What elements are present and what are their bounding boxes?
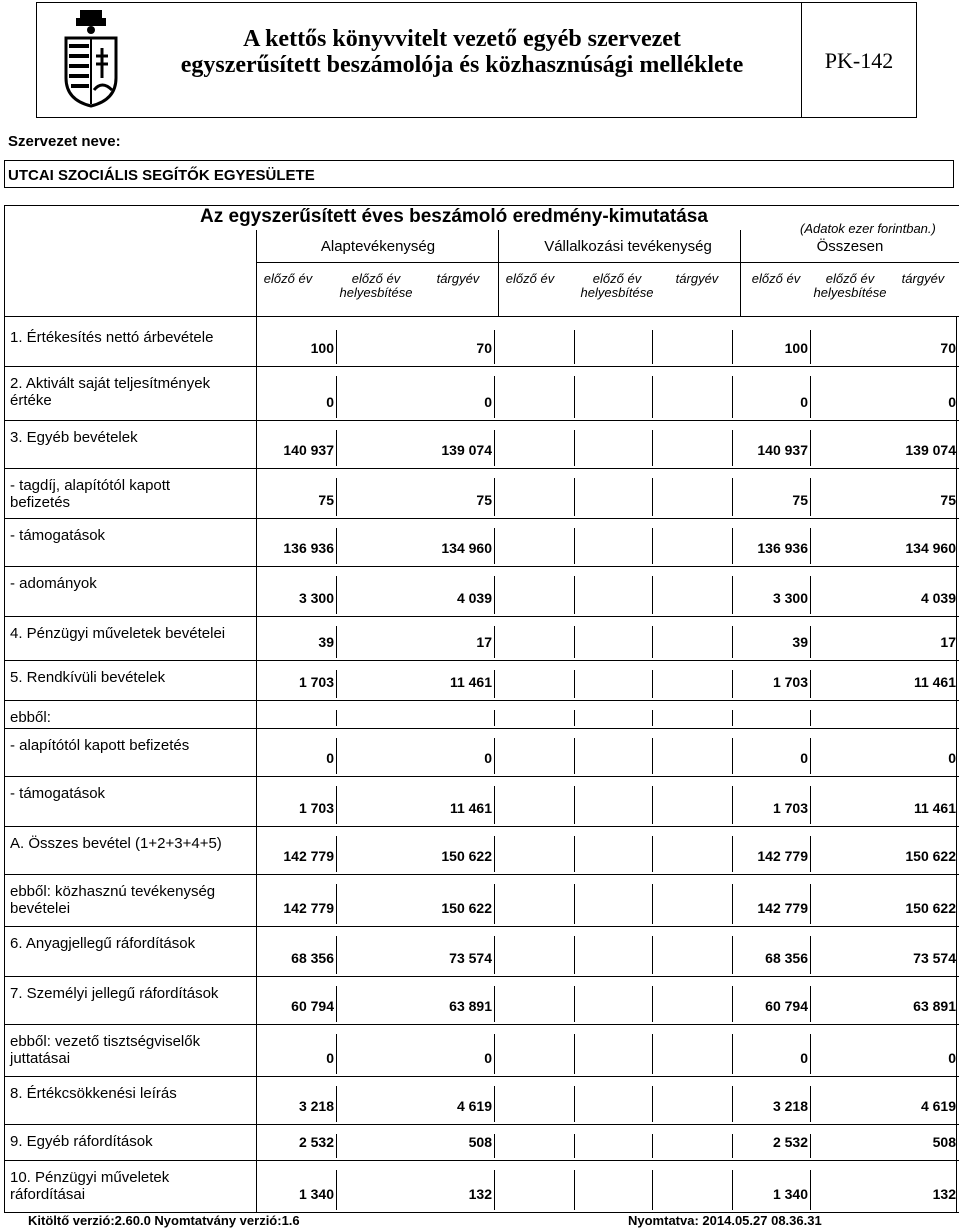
print-timestamp: Nyomtatva: 2014.05.27 08.36.31 [628,1213,822,1228]
row-divider [4,616,959,617]
row-value: 11 461 [449,800,492,816]
row-value: 0 [326,1050,334,1066]
column-header-line-2: helyesbítése [339,285,413,300]
form-title-line-2: egyszerűsített beszámolója és közhasznúsági melléklete [180,52,744,78]
column-divider [336,986,337,1022]
column-divider [494,986,495,1022]
row-label [10,329,250,346]
row-value: 0 [484,1050,492,1066]
row-divider [4,776,959,777]
column-divider [810,884,811,924]
column-divider [256,230,257,316]
row-value: 39 [318,634,334,650]
column-divider [652,1134,653,1158]
row-value: 1 340 [298,1186,334,1202]
column-divider [336,836,337,872]
row-divider [4,826,959,827]
column-divider [336,884,337,924]
column-divider [574,626,575,658]
column-divider [494,626,495,658]
column-divider [494,936,495,974]
row-label-line-2: bevételei [10,900,71,917]
row-label-line-2: juttatásai [10,1050,71,1067]
column-divider [574,786,575,824]
column-divider [336,670,337,698]
row-label-line-1: 3. Egyéb bevételek [10,429,138,446]
row-value: 0 [948,394,956,410]
column-header-line-2: helyesbítése [813,285,887,300]
column-divider [574,986,575,1022]
column-header-line-1: előző év [505,271,555,286]
row-label-line-1: - támogatások [10,527,106,544]
row-value: 139 074 [441,442,492,458]
column-divider [574,884,575,924]
row-value: 136 936 [283,540,334,556]
column-divider [652,786,653,824]
row-value: 0 [800,394,808,410]
row-value: 139 074 [905,442,956,458]
row-value: 63 891 [449,998,492,1014]
row-divider [4,660,959,661]
row-value: 3 218 [298,1098,334,1114]
column-divider [652,710,653,726]
column-divider [652,478,653,516]
row-value: 4 039 [456,590,492,606]
column-divider [574,330,575,364]
row-divider [4,1024,959,1025]
column-divider [810,528,811,564]
row-value: 4 039 [920,590,956,606]
row-label-line-1: ebből: közhasznú tevékenység [10,883,216,900]
row-label-line-2: ráfordításai [10,1186,86,1203]
row-label-line-1: ebből: [10,709,51,726]
row-divider [4,700,959,701]
column-divider [494,1170,495,1210]
row-divider [4,566,959,567]
row-label-line-1: 8. Értékcsökkenési leírás [10,1085,177,1102]
column-divider [810,1086,811,1122]
row-label-line-1: - adományok [10,575,97,592]
column-divider [336,1034,337,1074]
column-divider [740,230,741,316]
row-value: 0 [484,750,492,766]
row-value: 1 340 [772,1186,808,1202]
column-divider [494,430,495,466]
row-label [10,477,250,511]
row-value: 3 300 [298,590,334,606]
column-divider [336,738,337,774]
column-divider [652,528,653,564]
column-divider [652,576,653,614]
organization-label: Szervezet neve: [8,133,121,150]
column-divider [494,1086,495,1122]
row-value: 4 619 [920,1098,956,1114]
column-divider [810,986,811,1022]
column-header [331,272,421,300]
row-label-line-2: értéke [10,392,52,409]
column-header-line-1: előző év [592,271,642,286]
group-header-total: Összesen [816,238,884,255]
column-header [572,272,662,300]
row-label-line-1: 6. Anyagjellegű ráfordítások [10,935,196,952]
column-divider [494,884,495,924]
column-header-line-1: előző év [351,271,401,286]
row-value: 0 [800,1050,808,1066]
row-label [10,527,250,544]
form-title [122,26,802,78]
column-divider [810,576,811,614]
column-divider [336,786,337,824]
column-divider [574,376,575,418]
unit-note: (Adatok ezer forintban.) [800,221,936,236]
column-divider [574,1134,575,1158]
row-value: 132 [468,1186,492,1202]
column-divider [574,936,575,974]
row-divider [4,926,959,927]
column-divider [574,430,575,466]
row-label [10,1033,250,1067]
column-header-line-1: tárgyév [901,271,945,286]
row-label-line-1: 7. Személyi jellegű ráfordítások [10,985,219,1002]
row-value: 0 [326,394,334,410]
row-value: 3 218 [772,1098,808,1114]
row-divider [4,976,959,977]
row-value: 75 [476,492,492,508]
row-value: 150 622 [905,848,956,864]
row-value: 142 779 [757,848,808,864]
row-value: 60 794 [765,998,808,1014]
column-divider [574,1034,575,1074]
row-value: 132 [932,1186,956,1202]
column-divider [494,738,495,774]
row-label [10,785,250,802]
column-divider [336,330,337,364]
row-label-line-2: befizetés [10,494,71,511]
row-label-line-1: - alapítótól kapott befizetés [10,737,190,754]
row-value: 508 [468,1134,492,1150]
row-value: 100 [784,340,808,356]
column-divider [574,670,575,698]
column-divider [494,786,495,824]
column-divider [810,1134,811,1158]
column-divider [494,670,495,698]
column-divider [494,376,495,418]
column-divider [652,738,653,774]
column-divider [336,430,337,466]
column-divider [494,836,495,872]
row-value: 11 461 [913,674,956,690]
row-divider [4,1124,959,1125]
row-value: 142 779 [283,900,334,916]
row-value: 0 [326,750,334,766]
row-value: 75 [940,492,956,508]
row-value: 142 779 [757,900,808,916]
row-label-line-1: 5. Rendkívüli bevételek [10,669,166,686]
row-label [10,709,250,726]
column-header-line-1: előző év [263,271,313,286]
row-label-line-1: 9. Egyéb ráfordítások [10,1133,153,1150]
row-value: 3 300 [772,590,808,606]
row-value: 39 [792,634,808,650]
hungarian-coat-of-arms-icon [58,8,124,108]
column-divider [652,430,653,466]
column-divider [498,230,499,316]
row-value: 142 779 [283,848,334,864]
column-header [878,272,960,286]
row-divider [4,518,959,519]
column-header-line-1: előző év [751,271,801,286]
column-divider [810,710,811,726]
column-divider [336,576,337,614]
column-divider [494,528,495,564]
row-value: 75 [318,492,334,508]
row-value: 140 937 [283,442,334,458]
column-divider [652,626,653,658]
statement-title: Az egyszerűsített éves beszámoló eredmény-kimutatása [200,206,708,227]
row-value: 2 532 [772,1134,808,1150]
column-header-line-2: helyesbítése [580,285,654,300]
column-divider [810,1034,811,1074]
column-divider [652,986,653,1022]
row-value: 68 356 [765,950,808,966]
row-label [10,935,250,952]
column-divider [336,936,337,974]
row-value: 136 936 [757,540,808,556]
column-divider [336,478,337,516]
column-divider [652,376,653,418]
column-divider [810,738,811,774]
row-divider [4,1076,959,1077]
row-label [10,1133,250,1150]
row-divider [4,728,959,729]
row-value: 0 [948,1050,956,1066]
column-divider [494,576,495,614]
row-label [10,375,250,409]
row-value: 17 [940,634,956,650]
column-divider [574,738,575,774]
row-value: 140 937 [757,442,808,458]
row-label [10,835,250,852]
form-title-line-1: A kettős könyvvitelt vezető egyéb szervezet [243,26,681,52]
column-divider [652,330,653,364]
organization-name: UTCAI SZOCIÁLIS SEGÍTŐK EGYESÜLETE [8,167,315,184]
column-divider [336,710,337,726]
column-divider [652,884,653,924]
column-divider [652,1170,653,1210]
column-divider [574,576,575,614]
column-divider [574,1170,575,1210]
row-label-line-1: - tagdíj, alapítótól kapott [10,477,171,494]
row-divider [4,366,959,367]
software-version: Kitöltő verzió:2.60.0 Nyomtatvány verzió:1.6 [28,1213,300,1228]
row-divider [4,468,959,469]
row-label-line-1: 1. Értékesítés nettó árbevétele [10,329,214,346]
column-divider [336,1170,337,1210]
row-divider [4,874,959,875]
column-divider [810,376,811,418]
column-header [652,272,742,286]
row-value: 70 [476,340,492,356]
row-value: 70 [940,340,956,356]
row-label-line-1: 4. Pénzügyi műveletek bevételei [10,625,226,642]
column-divider [336,1086,337,1122]
column-divider [574,478,575,516]
row-value: 0 [948,750,956,766]
row-label [10,1169,250,1203]
row-value: 17 [476,634,492,650]
column-divider [336,528,337,564]
row-label [10,985,250,1002]
row-value: 100 [310,340,334,356]
row-value: 150 622 [441,848,492,864]
column-header-line-1: tárgyév [675,271,719,286]
form-code: PK-142 [824,48,894,73]
column-divider [494,1034,495,1074]
row-label-line-1: 2. Aktivált saját teljesítmények [10,375,211,392]
column-divider [810,430,811,466]
column-divider [574,528,575,564]
row-value: 0 [800,750,808,766]
row-value: 4 619 [456,1098,492,1114]
group-header-basic-activity: Alaptevékenység [320,238,436,255]
group-header-business-activity: Vállalkozási tevékenység [544,238,712,255]
row-value: 508 [932,1134,956,1150]
column-divider [494,330,495,364]
row-value: 73 574 [449,950,492,966]
row-value: 11 461 [913,800,956,816]
column-divider [652,1086,653,1122]
column-divider [336,1134,337,1158]
row-value: 1 703 [772,674,808,690]
row-label [10,429,250,446]
row-label-line-1: A. Összes bevétel (1+2+3+4+5) [10,835,222,852]
column-divider [810,786,811,824]
row-label [10,625,250,642]
row-label [10,883,250,917]
row-value: 11 461 [449,674,492,690]
column-divider [574,710,575,726]
column-divider [494,478,495,516]
row-label [10,669,250,686]
row-value: 150 622 [441,900,492,916]
column-header-line-1: előző év [825,271,875,286]
row-value: 1 703 [298,800,334,816]
row-value: 63 891 [913,998,956,1014]
column-divider [810,330,811,364]
column-divider [810,836,811,872]
column-divider [810,626,811,658]
column-divider [652,1034,653,1074]
row-label-line-1: 10. Pénzügyi műveletek [10,1169,170,1186]
row-value: 68 356 [291,950,334,966]
row-label [10,575,250,592]
column-divider [652,670,653,698]
row-value: 150 622 [905,900,956,916]
column-divider [956,316,957,1212]
column-divider [494,710,495,726]
row-value: 60 794 [291,998,334,1014]
row-divider [4,316,959,317]
row-value: 75 [792,492,808,508]
column-divider [810,670,811,698]
row-label-line-1: ebből: vezető tisztségviselők [10,1033,201,1050]
row-value: 134 960 [441,540,492,556]
column-divider [574,1086,575,1122]
column-divider [336,376,337,418]
column-divider [494,1134,495,1158]
row-label-line-1: - támogatások [10,785,106,802]
row-divider [256,262,959,263]
row-value: 2 532 [298,1134,334,1150]
column-divider [732,710,733,726]
column-header-line-1: tárgyév [436,271,480,286]
row-value: 134 960 [905,540,956,556]
column-divider [652,936,653,974]
column-divider [810,936,811,974]
column-divider [336,626,337,658]
column-divider [652,836,653,872]
row-value: 1 703 [298,674,334,690]
row-value: 73 574 [913,950,956,966]
row-label [10,737,250,754]
row-divider [4,420,959,421]
column-divider [810,478,811,516]
row-value: 0 [484,394,492,410]
row-value: 1 703 [772,800,808,816]
row-divider [4,1160,959,1161]
column-divider [574,836,575,872]
column-divider [810,1170,811,1210]
row-label [10,1085,250,1102]
